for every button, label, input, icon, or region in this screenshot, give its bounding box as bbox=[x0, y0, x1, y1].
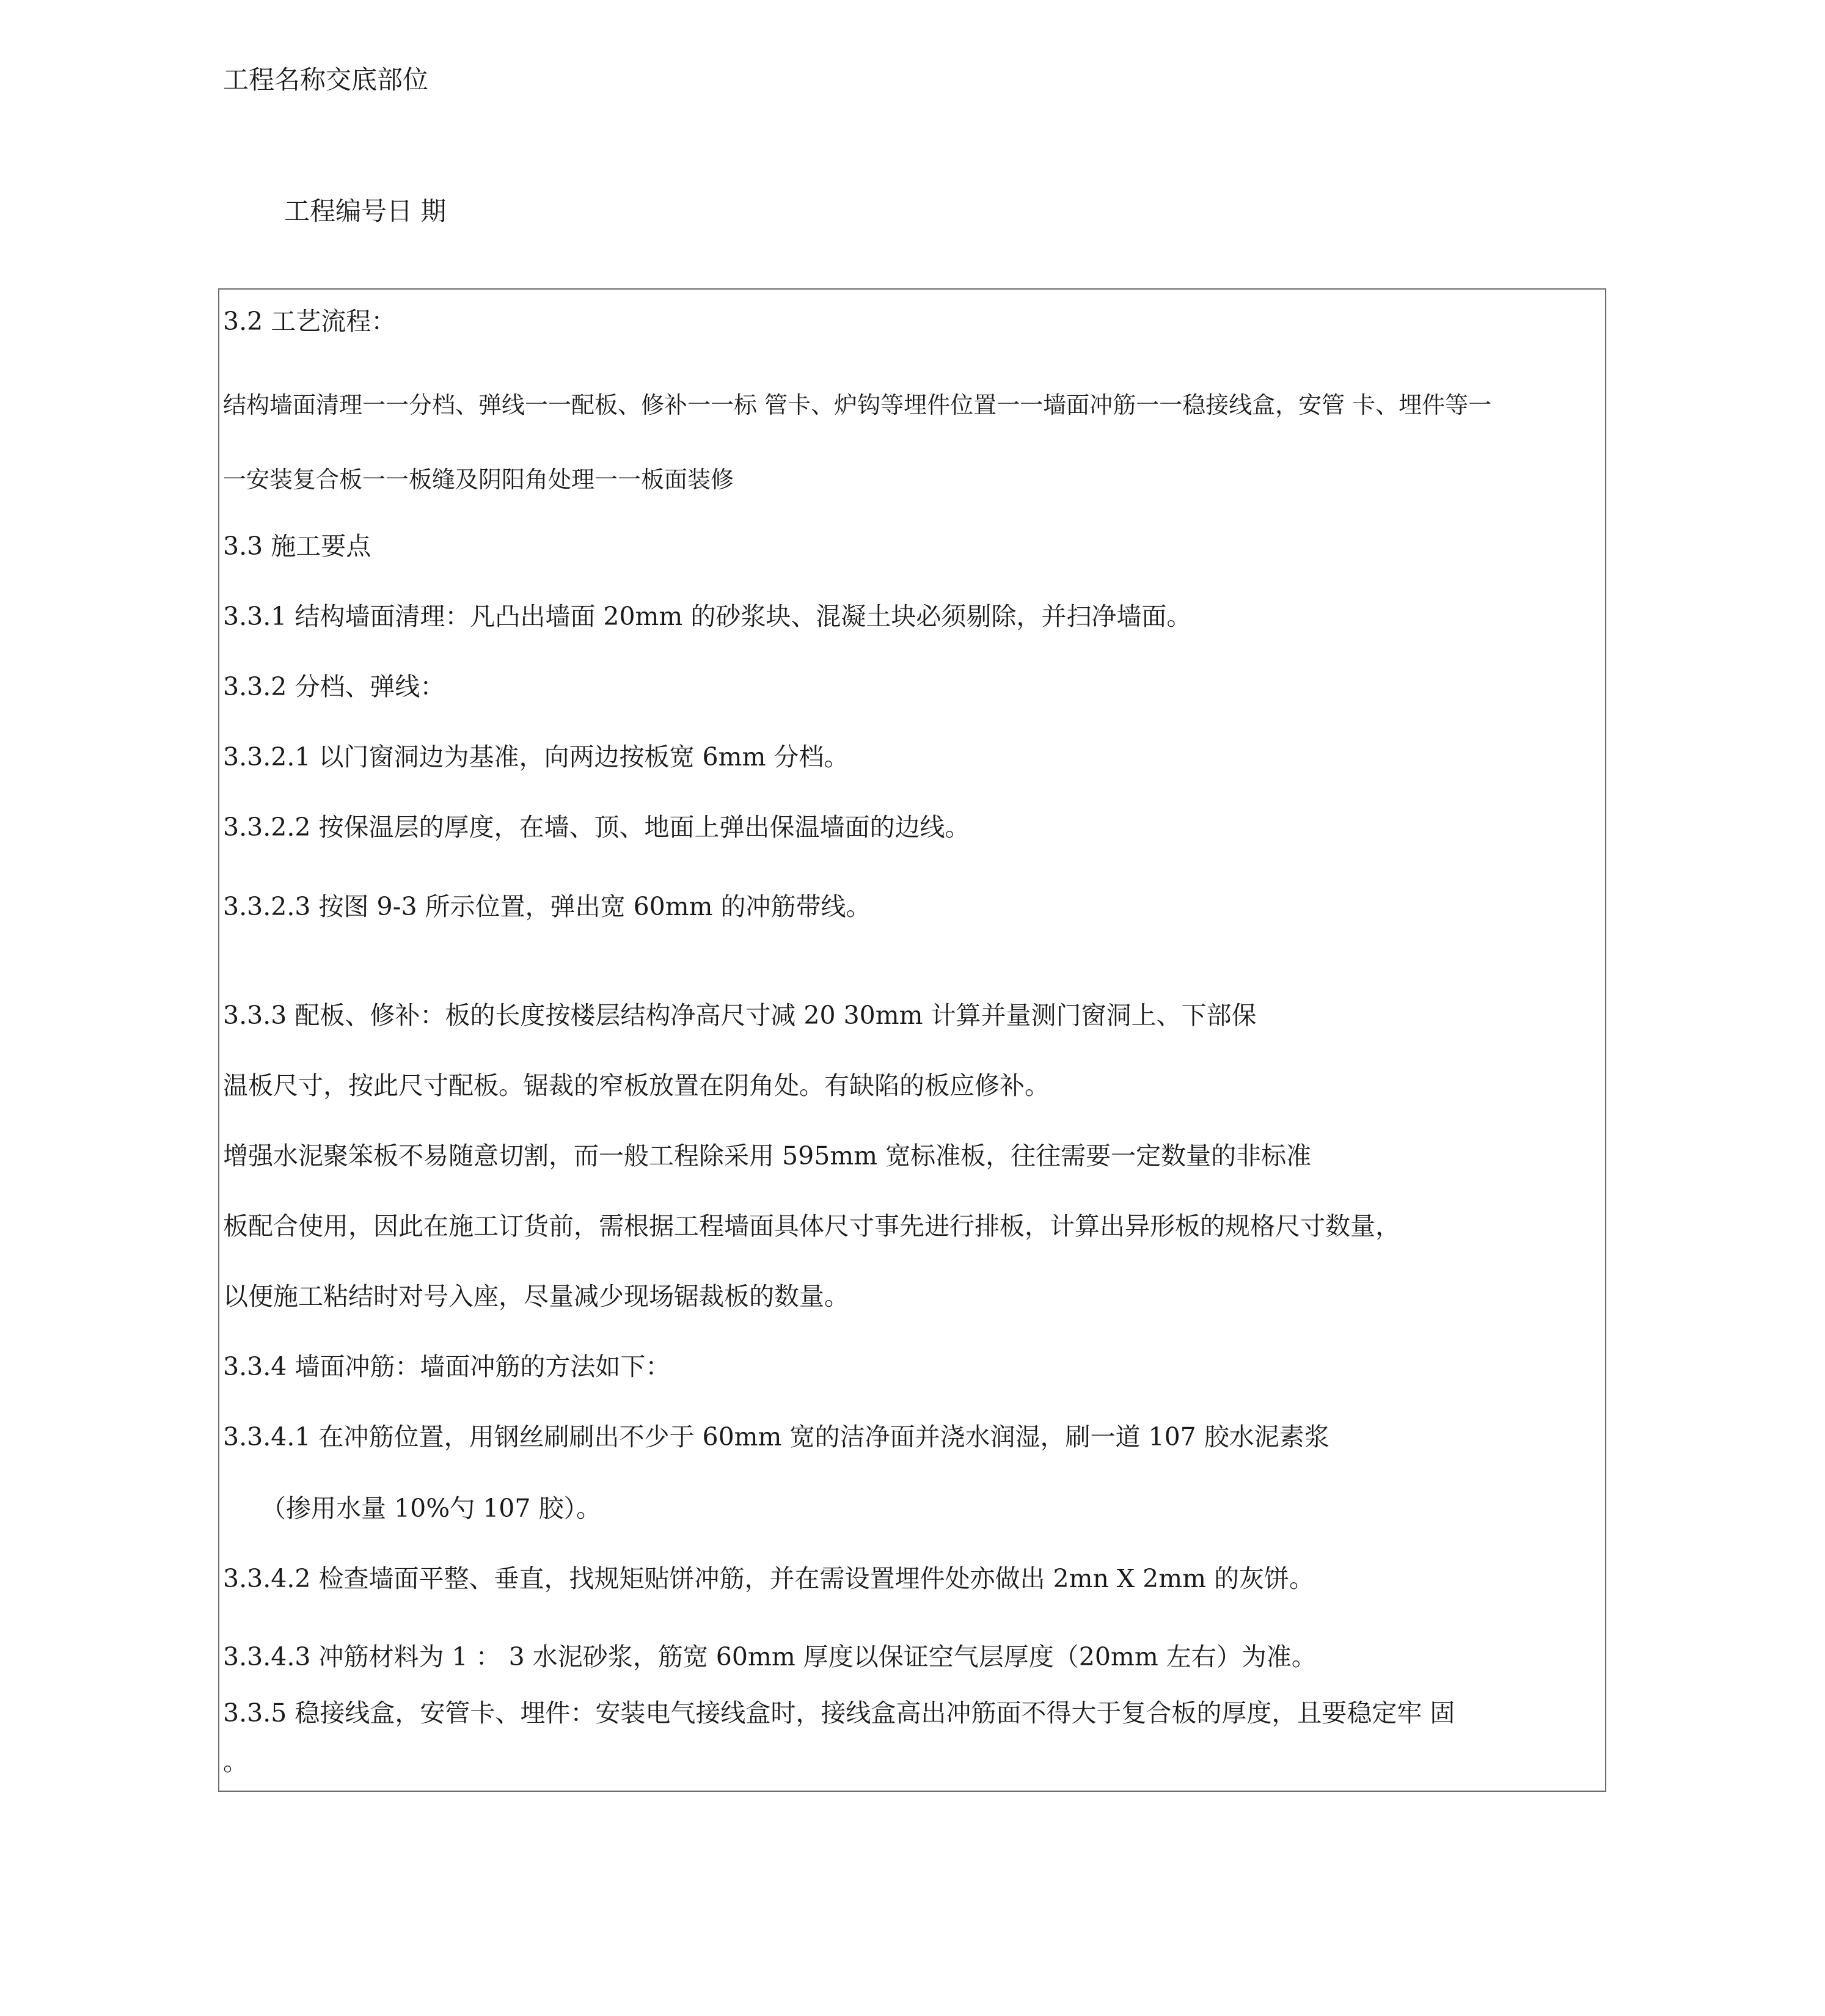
item-3-3-2-1: 3.3.2.1 以门窗洞边为基准，向两边按板宽 6mm 分档。 bbox=[223, 742, 849, 772]
item-3-3-4-1-line-2: （掺用水量 10%勺 107 胶）。 bbox=[261, 1494, 601, 1523]
item-3-3-3-line-2: 温板尺寸，按此尺寸配板。锯裁的窄板放置在阴角处。有缺陷的板应修补。 bbox=[223, 1071, 1050, 1100]
item-3-3-3-line-5: 以便施工粘结时对号入座，尽量减少现场锯裁板的数量。 bbox=[223, 1282, 849, 1311]
item-3-3-2-2: 3.3.2.2 按保温层的厚度，在墙、顶、地面上弹出保温墙面的边线。 bbox=[223, 813, 970, 842]
project-name-location-label: 工程名称交底部位 bbox=[223, 65, 429, 95]
item-3-3-3-line-3: 增强水泥聚笨板不易随意切割，而一般工程除采用 595mm 宽标准板，往往需要一定数量的非标准 bbox=[223, 1141, 1312, 1171]
item-3-3-4-2: 3.3.4.2 检查墙面平整、垂直，找规矩贴饼冲筋，并在需设置埋件处亦做出 2mn X 2mm 的灰饼。 bbox=[223, 1564, 1314, 1593]
process-flow-line-1: 结构墙面清理一一分档、弹线一一配板、修补一一标 管卡、炉钩等埋件位置一一墙面冲筋一一稳接线盒，安管 卡、埋件等一 bbox=[223, 392, 1492, 418]
project-number-date-label: 工程编号日 期 bbox=[284, 196, 447, 226]
item-3-3-2-3: 3.3.2.3 按图 9-3 所示位置，弹出宽 60mm 的冲筋带线。 bbox=[223, 892, 871, 921]
item-3-3-4-3: 3.3.4.3 冲筋材料为 1 ： 3 水泥砂浆，筋宽 60mm 厚度以保证空气层厚度（20mm 左右）为准。 bbox=[223, 1642, 1317, 1671]
item-3-3-3-line-1: 3.3.3 配板、修补：板的长度按楼层结构净高尺寸减 20 30mm 计算并量测门窗洞上、下部保 bbox=[223, 1001, 1257, 1030]
item-3-3-2: 3.3.2 分档、弹线： bbox=[223, 672, 445, 701]
content-table bbox=[218, 288, 1606, 1792]
item-3-3-5-line-2: 。 bbox=[223, 1747, 248, 1777]
section-3-3-heading: 3.3 施工要点 bbox=[223, 531, 371, 561]
item-3-3-4-1-line-1: 3.3.4.1 在冲筋位置，用钢丝刷刷出不少于 60mm 宽的洁净面并浇水润湿，刷一道 107 胶水泥素浆 bbox=[223, 1422, 1329, 1452]
item-3-3-1: 3.3.1 结构墙面清理：凡凸出墙面 20mm 的砂浆块、混凝土块必须剔除，并扫净墙面。 bbox=[223, 602, 1192, 631]
process-flow-line-2: 一安装复合板一一板缝及阴阳角处理一一板面装修 bbox=[223, 466, 734, 493]
item-3-3-5-line-1: 3.3.5 稳接线盒，安管卡、埋件：安装电气接线盒时，接线盒高出冲筋面不得大于复合板的厚度，且要稳定牢 固 bbox=[223, 1698, 1455, 1728]
section-3-2-heading: 3.2 工艺流程： bbox=[223, 307, 397, 336]
item-3-3-3-line-4: 板配合使用，因此在施工订货前，需根据工程墙面具体尺寸事先进行排板，计算出异形板的规格尺寸数量， bbox=[223, 1211, 1400, 1241]
item-3-3-4: 3.3.4 墙面冲筋：墙面冲筋的方法如下： bbox=[223, 1352, 671, 1381]
